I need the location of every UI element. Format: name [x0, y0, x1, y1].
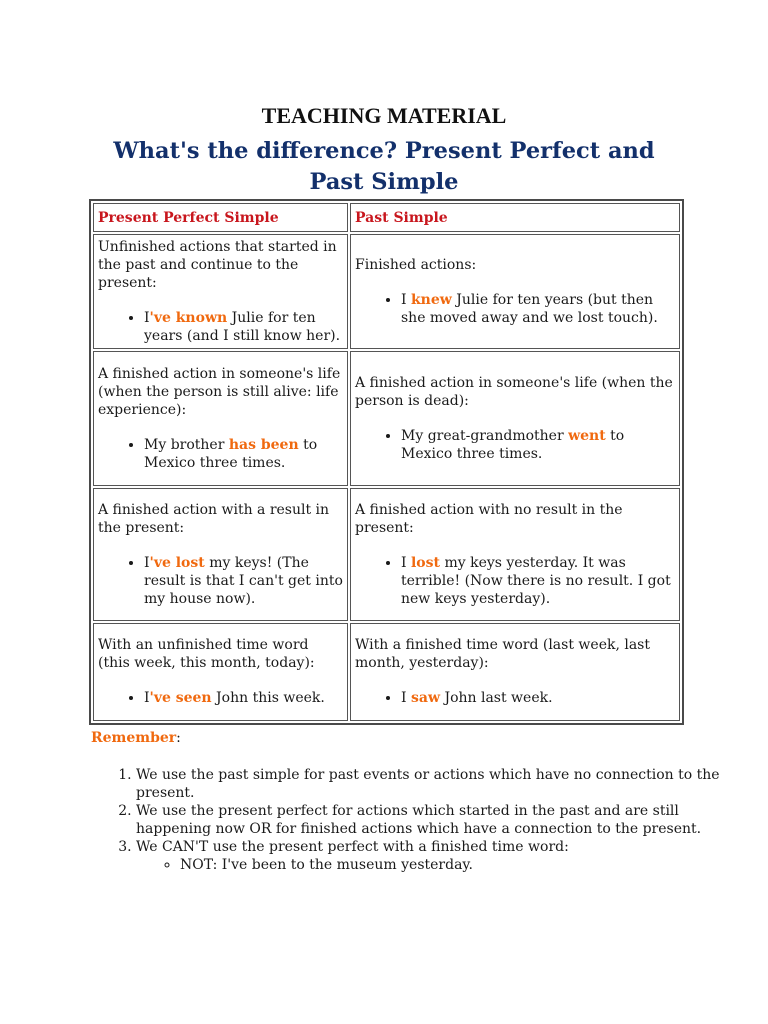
table-row — [93, 623, 680, 721]
remember-list — [92, 766, 736, 874]
example-text: Julie for ten years (but then she moved away and we lost touch). — [401, 292, 658, 327]
cell-description: With an unfinished time word (this week, this month, today): — [98, 637, 315, 672]
example-list — [98, 554, 344, 608]
sub-list-item: ◦ NOT: I've been to the museum yesterday. — [180, 856, 736, 874]
table-cell — [350, 623, 680, 721]
table-cell — [93, 488, 348, 621]
example-text: John last week. — [440, 690, 553, 707]
example-verb: 've known — [149, 310, 228, 327]
cell-description: A finished action in someone's life (when the person is still alive: life experience): — [98, 365, 341, 418]
example-verb: 've lost — [149, 554, 205, 571]
example-verb: has been — [228, 436, 299, 453]
example-text: I — [401, 690, 411, 707]
cell-description: A finished action with no result in the present: — [355, 501, 623, 536]
column-header-past-simple: Past Simple — [350, 203, 680, 232]
table-cell — [350, 351, 680, 485]
list-item: 1. We use the past simple for past events or actions which have no connection to the present. — [136, 766, 736, 802]
example-item — [401, 427, 676, 463]
table-row — [93, 234, 680, 349]
example-verb: saw — [410, 690, 440, 707]
example-verb: lost — [410, 554, 440, 571]
example-list — [98, 309, 344, 345]
example-text: John this week. — [211, 690, 325, 707]
remember-colon: : — [176, 730, 181, 746]
example-text: my keys! (The result is that I can't get into my house now). — [144, 554, 343, 607]
cell-description: A finished action with a result in the present: — [98, 501, 330, 536]
example-text: my keys yesterday. It was terrible! (Now there is no result. I got new keys yesterday). — [401, 554, 671, 607]
example-item — [144, 554, 344, 608]
example-text: I — [401, 554, 411, 571]
example-verb: went — [568, 427, 606, 444]
cell-description: With a finished time word (last week, last month, yesterday): — [355, 637, 650, 672]
example-text: My brother — [144, 436, 229, 453]
example-list — [355, 427, 676, 463]
example-verb: 've seen — [149, 690, 212, 707]
example-text: I — [144, 310, 150, 327]
cell-description: A finished action in someone's life (when the person is dead): — [355, 374, 673, 409]
example-verb: knew — [410, 292, 452, 309]
example-text: to Mexico three times. — [401, 427, 625, 462]
table-cell — [93, 351, 348, 485]
cell-description: Unfinished actions that started in the past and continue to the present: — [98, 239, 337, 292]
list-item-text: We CAN'T use the present perfect with a finished time word: — [136, 839, 569, 855]
example-text: to Mexico three times. — [144, 436, 318, 471]
example-item — [401, 689, 676, 707]
example-item — [401, 554, 676, 608]
example-item — [144, 436, 344, 472]
example-list — [355, 689, 676, 707]
table-cell — [350, 234, 680, 349]
table-cell — [350, 488, 680, 621]
example-item — [401, 291, 676, 327]
table-row — [93, 488, 680, 621]
example-text: I — [401, 292, 411, 309]
example-text: I — [144, 690, 150, 707]
comparison-table — [89, 199, 684, 725]
table-cell — [93, 234, 348, 349]
column-header-present-perfect: Present Perfect Simple — [93, 203, 348, 232]
sub-list — [136, 856, 736, 874]
example-list — [98, 436, 344, 472]
example-text: Julie for ten years (and I still know her). — [144, 310, 341, 345]
example-item — [144, 689, 344, 707]
list-item — [136, 838, 736, 874]
table-cell — [93, 623, 348, 721]
cell-description: Finished actions: — [355, 257, 477, 274]
example-text: My great-grandmother — [401, 427, 569, 444]
page-title: TEACHING MATERIAL — [261, 103, 507, 128]
list-item: 2. We use the present perfect for actions which started in the past and are still happening now OR for finished actions which have a connection to the present. — [136, 802, 736, 838]
remember-label: Remember — [91, 730, 177, 746]
example-list — [355, 291, 676, 327]
example-list — [98, 689, 344, 707]
table-row — [93, 351, 680, 485]
example-text: I — [144, 554, 150, 571]
example-list — [355, 554, 676, 608]
page-subtitle: What's the difference? Present Perfect and Past Simple — [113, 138, 655, 195]
remember-heading — [91, 730, 181, 746]
table-header-row — [93, 203, 680, 232]
example-item — [144, 309, 344, 345]
